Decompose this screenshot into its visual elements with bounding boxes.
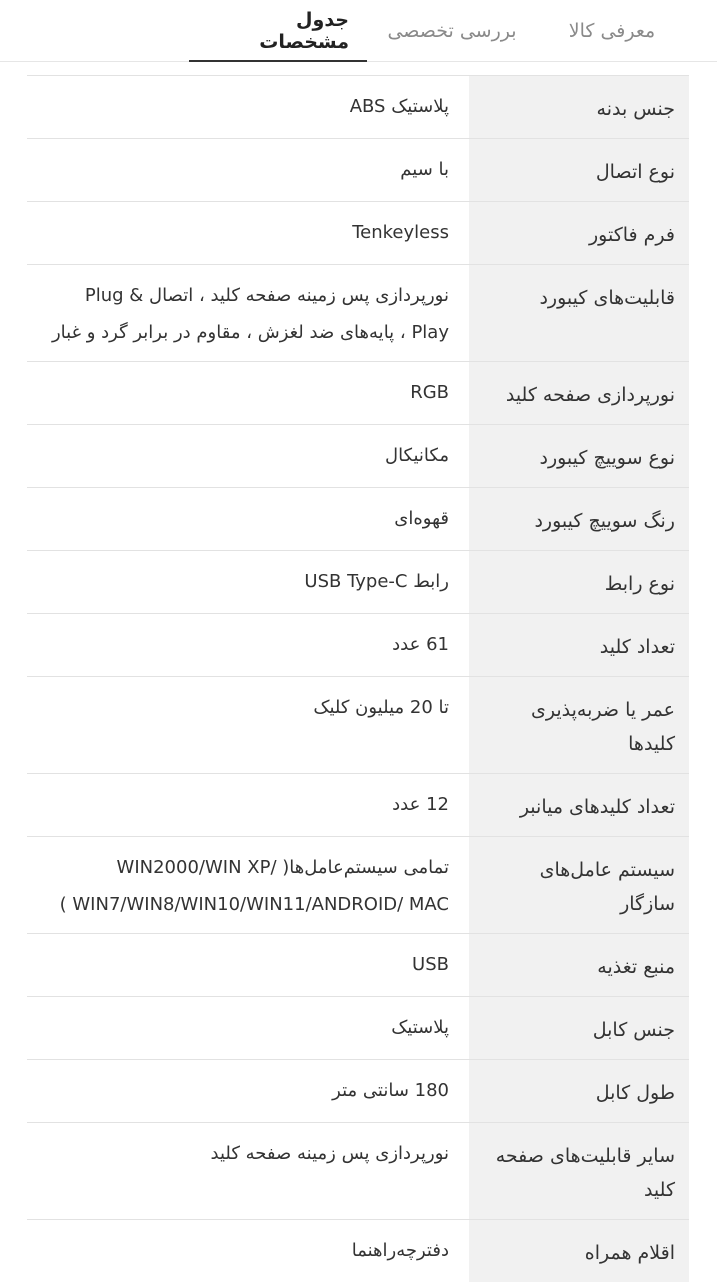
spec-value: نورپردازی پس زمینه صفحه کلید <box>27 1123 469 1219</box>
spec-key: رنگ سوییچ کیبورد <box>469 488 689 550</box>
spec-key: جنس کابل <box>469 997 689 1059</box>
spec-row-key-lifespan <box>27 676 689 773</box>
spec-row-switch-color <box>27 487 689 550</box>
spec-value: قهوه‌ای <box>27 488 469 550</box>
spec-row-cable-length <box>27 1059 689 1122</box>
spec-value: 180 سانتی متر <box>27 1060 469 1122</box>
spec-value: با سیم <box>27 139 469 201</box>
spec-value: Tenkeyless <box>27 202 469 264</box>
spec-key: نوع اتصال <box>469 139 689 201</box>
tab-product-intro[interactable]: معرفی کالا <box>568 19 656 42</box>
spec-key: اقلام همراه <box>469 1220 689 1282</box>
spec-value: 61 عدد <box>27 614 469 676</box>
tab-expert-review[interactable]: بررسی تخصصی <box>387 19 517 42</box>
spec-key: قابلیت‌های کیبورد <box>469 265 689 361</box>
spec-key: نوع رابط <box>469 551 689 613</box>
spec-row-shortcut-keys <box>27 773 689 836</box>
spec-value: پلاستیک <box>27 997 469 1059</box>
spec-row-interface <box>27 550 689 613</box>
spec-table <box>27 75 689 1282</box>
spec-value: رابط USB Type-C <box>27 551 469 613</box>
spec-value: مکانیکال <box>27 425 469 487</box>
spec-row-power-source <box>27 933 689 996</box>
spec-value: تمامی سیستم‌عامل‌ها( WIN2000/WIN XP/ WIN7/WIN8/WIN10/WIN11/ANDROID/ MAC ) <box>27 837 469 933</box>
spec-row-connection-type <box>27 138 689 201</box>
spec-key: فرم فاکتور <box>469 202 689 264</box>
spec-key: عمر یا ضربه‌پذیری کلیدها <box>469 677 689 773</box>
spec-row-backlight <box>27 361 689 424</box>
spec-row-compatible-os <box>27 836 689 933</box>
spec-key: تعداد کلیدهای میانبر <box>469 774 689 836</box>
spec-key: نوع سوییچ کیبورد <box>469 425 689 487</box>
spec-value: دفترچه‌راهنما <box>27 1220 469 1282</box>
spec-row-included-items <box>27 1219 689 1282</box>
spec-key: جنس بدنه <box>469 76 689 138</box>
spec-row-other-features <box>27 1122 689 1219</box>
spec-value: نورپردازی پس زمینه صفحه کلید ، اتصال Plug & Play ، پایه‌های ضد لغزش ، مقاوم در برابر گرد و غبار <box>27 265 469 361</box>
spec-row-key-count <box>27 613 689 676</box>
spec-key: تعداد کلید <box>469 614 689 676</box>
spec-row-switch-type <box>27 424 689 487</box>
spec-row-cable-material <box>27 996 689 1059</box>
spec-key: نورپردازی صفحه کلید <box>469 362 689 424</box>
tab-specifications[interactable]: جدول مشخصات <box>189 0 367 61</box>
spec-value: USB <box>27 934 469 996</box>
spec-key: منبع تغذیه <box>469 934 689 996</box>
spec-value: پلاستیک ABS <box>27 76 469 138</box>
spec-value: 12 عدد <box>27 774 469 836</box>
tab-bar <box>0 0 717 62</box>
spec-row-form-factor <box>27 201 689 264</box>
spec-value: تا 20 میلیون کلیک <box>27 677 469 773</box>
spec-value: RGB <box>27 362 469 424</box>
spec-key: سیستم عامل‌های سازگار <box>469 837 689 933</box>
spec-key: طول کابل <box>469 1060 689 1122</box>
spec-key: سایر قابلیت‌های صفحه کلید <box>469 1123 689 1219</box>
spec-row-keyboard-features <box>27 264 689 361</box>
spec-row-body-material <box>27 75 689 138</box>
